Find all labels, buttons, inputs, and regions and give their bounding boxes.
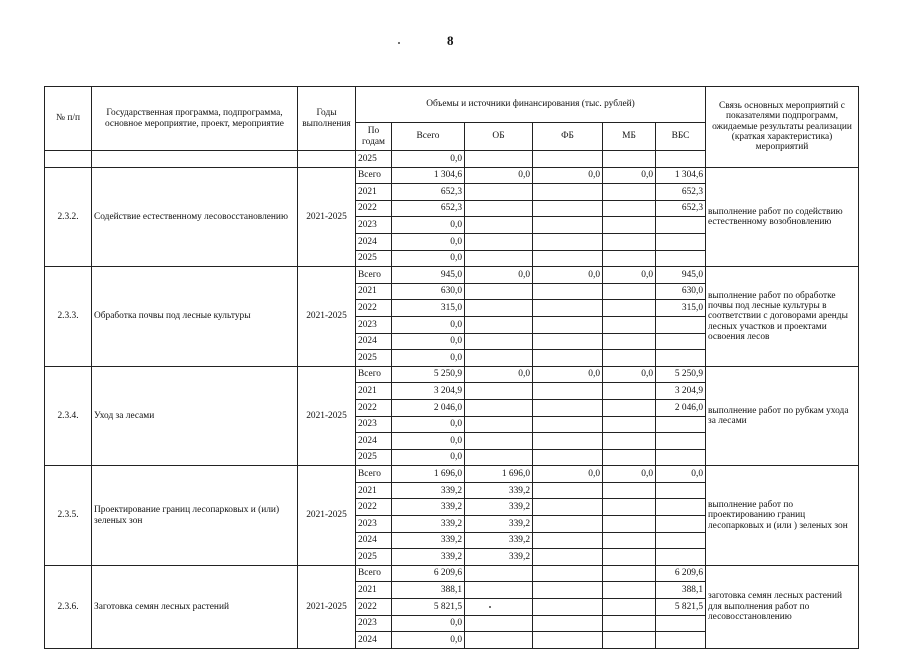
header-mb: МБ bbox=[603, 123, 656, 151]
cell-total: 0,0 bbox=[392, 250, 465, 267]
row-year: 2022 bbox=[356, 499, 392, 516]
row-year: 2022 bbox=[356, 300, 392, 317]
cell-mb bbox=[603, 184, 656, 201]
cell-mb bbox=[603, 250, 656, 267]
table-row bbox=[45, 267, 859, 284]
row-year: 2025 bbox=[356, 250, 392, 267]
page-number: 8 bbox=[447, 33, 454, 48]
row-year: 2021 bbox=[356, 184, 392, 201]
item-result: выполнение работ по обработке почвы под лесные культуры в соответствии с договорами аренды лесных участков и проектами освоения лесов bbox=[706, 267, 859, 367]
item-result: заготовка семян лесных растений для выполнения работ по лесовосстановлению bbox=[706, 565, 859, 648]
cell-ob bbox=[465, 615, 533, 632]
cell-mb bbox=[603, 565, 656, 582]
item-years: 2021-2025 bbox=[298, 565, 356, 648]
cell-vbs: 6 209,6 bbox=[656, 565, 706, 582]
row-year: Всего bbox=[356, 366, 392, 383]
table-row bbox=[45, 366, 859, 383]
cell-fb bbox=[533, 433, 603, 450]
cell-total: 315,0 bbox=[392, 300, 465, 317]
item-result: выполнение работ по проектированию границ лесопарковых и (или ) зеленых зон bbox=[706, 466, 859, 566]
cell-vbs: 388,1 bbox=[656, 582, 706, 599]
header-link: Связь основных мероприятий с показателями подпрограмм, ожидаемые результаты реализации (краткая характеристика) мероприятий bbox=[706, 87, 859, 168]
cell-fb bbox=[533, 300, 603, 317]
cell-mb bbox=[603, 615, 656, 632]
cell-mb bbox=[603, 482, 656, 499]
cell-ob bbox=[465, 582, 533, 599]
cell-total: 0,0 bbox=[392, 416, 465, 433]
cell-mb bbox=[603, 599, 656, 616]
item-number: 2.3.3. bbox=[45, 267, 92, 367]
cell-ob bbox=[465, 416, 533, 433]
header-years: Годы выполнения bbox=[298, 87, 356, 151]
cell-mb: 0,0 bbox=[603, 466, 656, 483]
cell-fb bbox=[533, 615, 603, 632]
cell-ob: 339,2 bbox=[465, 516, 533, 533]
cell-total: 0,0 bbox=[392, 316, 465, 333]
cell-fb bbox=[533, 549, 603, 566]
cell-total: 388,1 bbox=[392, 582, 465, 599]
cell-vbs bbox=[656, 316, 706, 333]
item-years: 2021-2025 bbox=[298, 366, 356, 466]
cell-ob bbox=[465, 599, 533, 616]
header-by-years: По годам bbox=[356, 123, 392, 151]
cell-ob bbox=[465, 200, 533, 217]
cell-mb bbox=[603, 582, 656, 599]
cell-total: 0,0 bbox=[392, 615, 465, 632]
cell-total: 5 821,5 bbox=[392, 599, 465, 616]
header-num: № п/п bbox=[45, 87, 92, 151]
cell-mb bbox=[603, 316, 656, 333]
cell-vbs: 630,0 bbox=[656, 283, 706, 300]
item-name: Уход за лесами bbox=[92, 366, 298, 466]
row-year: 2024 bbox=[356, 333, 392, 350]
cell-fb: 0,0 bbox=[533, 466, 603, 483]
cell-vbs: 652,3 bbox=[656, 200, 706, 217]
cell-total: 5 250,9 bbox=[392, 366, 465, 383]
cell-ob bbox=[465, 300, 533, 317]
cell-ob bbox=[465, 449, 533, 466]
cell-vbs: 3 204,9 bbox=[656, 383, 706, 400]
item-name: Проектирование границ лесопарковых и (или) зеленых зон bbox=[92, 466, 298, 566]
cell-mb bbox=[603, 350, 656, 367]
carry-empty bbox=[465, 151, 533, 168]
cell-total: 0,0 bbox=[392, 350, 465, 367]
cell-vbs bbox=[656, 217, 706, 234]
row-year: 2022 bbox=[356, 200, 392, 217]
carry-empty bbox=[298, 151, 356, 168]
cell-ob: 0,0 bbox=[465, 267, 533, 284]
cell-fb bbox=[533, 516, 603, 533]
cell-mb bbox=[603, 200, 656, 217]
table-row bbox=[45, 565, 859, 582]
cell-vbs: 0,0 bbox=[656, 466, 706, 483]
cell-ob: 339,2 bbox=[465, 482, 533, 499]
row-year: 2023 bbox=[356, 316, 392, 333]
cell-fb bbox=[533, 383, 603, 400]
cell-total: 2 046,0 bbox=[392, 399, 465, 416]
cell-fb bbox=[533, 217, 603, 234]
cell-total: 652,3 bbox=[392, 200, 465, 217]
item-number: 2.3.4. bbox=[45, 366, 92, 466]
row-year: 2021 bbox=[356, 582, 392, 599]
cell-vbs bbox=[656, 433, 706, 450]
row-year: 2021 bbox=[356, 482, 392, 499]
table-row bbox=[45, 466, 859, 483]
row-year: 2022 bbox=[356, 599, 392, 616]
carry-total: 0,0 bbox=[392, 151, 465, 168]
cell-fb bbox=[533, 399, 603, 416]
cell-vbs bbox=[656, 250, 706, 267]
cell-fb bbox=[533, 599, 603, 616]
cell-fb bbox=[533, 350, 603, 367]
cell-ob bbox=[465, 350, 533, 367]
row-year: 2025 bbox=[356, 449, 392, 466]
cell-vbs: 5 250,9 bbox=[656, 366, 706, 383]
cell-mb bbox=[603, 433, 656, 450]
row-year: Всего bbox=[356, 466, 392, 483]
row-year: 2023 bbox=[356, 615, 392, 632]
cell-mb bbox=[603, 300, 656, 317]
row-year: Всего bbox=[356, 565, 392, 582]
header-program: Государственная программа, подпрограмма, основное мероприятие, проект, мероприятие bbox=[92, 87, 298, 151]
cell-mb bbox=[603, 499, 656, 516]
cell-fb bbox=[533, 250, 603, 267]
carry-empty bbox=[533, 151, 603, 168]
cell-fb bbox=[533, 482, 603, 499]
cell-total: 1 696,0 bbox=[392, 466, 465, 483]
cell-fb bbox=[533, 233, 603, 250]
row-year: 2024 bbox=[356, 632, 392, 649]
cell-mb: 0,0 bbox=[603, 167, 656, 184]
header-ob: ОБ bbox=[465, 123, 533, 151]
item-years: 2021-2025 bbox=[298, 267, 356, 367]
cell-ob: 339,2 bbox=[465, 499, 533, 516]
cell-mb bbox=[603, 632, 656, 649]
row-year: Всего bbox=[356, 167, 392, 184]
cell-mb bbox=[603, 399, 656, 416]
carry-empty bbox=[45, 151, 92, 168]
header-vbs: ВБС bbox=[656, 123, 706, 151]
item-number: 2.3.6. bbox=[45, 565, 92, 648]
cell-vbs bbox=[656, 416, 706, 433]
item-name: Обработка почвы под лесные культуры bbox=[92, 267, 298, 367]
cell-ob: 339,2 bbox=[465, 549, 533, 566]
cell-ob: 0,0 bbox=[465, 167, 533, 184]
item-name: Заготовка семян лесных растений bbox=[92, 565, 298, 648]
cell-fb bbox=[533, 184, 603, 201]
cell-total: 1 304,6 bbox=[392, 167, 465, 184]
cell-total: 630,0 bbox=[392, 283, 465, 300]
row-year: 2024 bbox=[356, 532, 392, 549]
cell-mb bbox=[603, 449, 656, 466]
cell-vbs bbox=[656, 499, 706, 516]
cell-vbs bbox=[656, 516, 706, 533]
cell-vbs bbox=[656, 532, 706, 549]
cell-mb bbox=[603, 516, 656, 533]
cell-fb bbox=[533, 333, 603, 350]
row-year: 2021 bbox=[356, 283, 392, 300]
cell-total: 339,2 bbox=[392, 516, 465, 533]
cell-ob bbox=[465, 233, 533, 250]
carry-empty bbox=[92, 151, 298, 168]
cell-fb bbox=[533, 449, 603, 466]
cell-vbs: 315,0 bbox=[656, 300, 706, 317]
cell-vbs bbox=[656, 233, 706, 250]
row-year: 2025 bbox=[356, 549, 392, 566]
cell-total: 339,2 bbox=[392, 549, 465, 566]
cell-total: 339,2 bbox=[392, 482, 465, 499]
cell-fb: 0,0 bbox=[533, 366, 603, 383]
header-fb: ФБ bbox=[533, 123, 603, 151]
cell-mb: 0,0 bbox=[603, 366, 656, 383]
header-total: Всего bbox=[392, 123, 465, 151]
cell-total: 0,0 bbox=[392, 233, 465, 250]
cell-ob bbox=[465, 383, 533, 400]
cell-fb bbox=[533, 632, 603, 649]
row-year: 2025 bbox=[356, 350, 392, 367]
cell-total: 339,2 bbox=[392, 499, 465, 516]
row-year: 2024 bbox=[356, 233, 392, 250]
table-row bbox=[45, 167, 859, 184]
cell-total: 0,0 bbox=[392, 217, 465, 234]
cell-mb bbox=[603, 549, 656, 566]
carry-empty bbox=[603, 151, 656, 168]
carry-empty bbox=[656, 151, 706, 168]
row-year: 2024 bbox=[356, 433, 392, 450]
row-year: 2023 bbox=[356, 217, 392, 234]
scan-dot bbox=[398, 42, 400, 44]
item-result: выполнение работ по рубкам ухода за лесами bbox=[706, 366, 859, 466]
cell-mb bbox=[603, 233, 656, 250]
cell-total: 0,0 bbox=[392, 433, 465, 450]
cell-ob bbox=[465, 217, 533, 234]
cell-ob bbox=[465, 565, 533, 582]
cell-fb: 0,0 bbox=[533, 267, 603, 284]
cell-vbs: 945,0 bbox=[656, 267, 706, 284]
cell-vbs bbox=[656, 482, 706, 499]
item-number: 2.3.2. bbox=[45, 167, 92, 267]
cell-ob: 0,0 bbox=[465, 366, 533, 383]
cell-fb bbox=[533, 200, 603, 217]
cell-mb bbox=[603, 217, 656, 234]
item-years: 2021-2025 bbox=[298, 167, 356, 267]
cell-ob bbox=[465, 316, 533, 333]
cell-total: 945,0 bbox=[392, 267, 465, 284]
cell-total: 339,2 bbox=[392, 532, 465, 549]
cell-ob: 1 696,0 bbox=[465, 466, 533, 483]
cell-total: 652,3 bbox=[392, 184, 465, 201]
row-year: 2021 bbox=[356, 383, 392, 400]
cell-total: 0,0 bbox=[392, 333, 465, 350]
carry-year: 2025 bbox=[356, 151, 392, 168]
cell-total: 0,0 bbox=[392, 632, 465, 649]
cell-vbs bbox=[656, 615, 706, 632]
cell-ob bbox=[465, 184, 533, 201]
cell-vbs: 1 304,6 bbox=[656, 167, 706, 184]
cell-vbs: 2 046,0 bbox=[656, 399, 706, 416]
row-year: 2023 bbox=[356, 516, 392, 533]
cell-fb bbox=[533, 499, 603, 516]
header-financing: Объемы и источники финансирования (тыс. рублей) bbox=[356, 87, 706, 123]
cell-vbs: 652,3 bbox=[656, 184, 706, 201]
cell-mb bbox=[603, 532, 656, 549]
cell-ob bbox=[465, 283, 533, 300]
table-body bbox=[45, 167, 859, 648]
cell-ob bbox=[465, 433, 533, 450]
cell-ob bbox=[465, 399, 533, 416]
row-year: 2022 bbox=[356, 399, 392, 416]
row-year: 2023 bbox=[356, 416, 392, 433]
cell-ob bbox=[465, 333, 533, 350]
cell-total: 3 204,9 bbox=[392, 383, 465, 400]
cell-fb: 0,0 bbox=[533, 167, 603, 184]
cell-mb bbox=[603, 416, 656, 433]
cell-total: 0,0 bbox=[392, 449, 465, 466]
cell-fb bbox=[533, 316, 603, 333]
item-name: Содействие естественному лесовосстановлению bbox=[92, 167, 298, 267]
cell-ob bbox=[465, 632, 533, 649]
cell-total: 6 209,6 bbox=[392, 565, 465, 582]
cell-fb bbox=[533, 582, 603, 599]
cell-vbs bbox=[656, 333, 706, 350]
cell-vbs bbox=[656, 549, 706, 566]
cell-fb bbox=[533, 565, 603, 582]
cell-ob: 339,2 bbox=[465, 532, 533, 549]
row-year: Всего bbox=[356, 267, 392, 284]
cell-vbs bbox=[656, 632, 706, 649]
financing-table bbox=[44, 86, 859, 649]
item-result: выполнение работ по содействию естественному возобновлению bbox=[706, 167, 859, 267]
cell-ob bbox=[465, 250, 533, 267]
cell-fb bbox=[533, 416, 603, 433]
cell-vbs bbox=[656, 449, 706, 466]
cell-fb bbox=[533, 283, 603, 300]
cell-mb bbox=[603, 333, 656, 350]
cell-mb bbox=[603, 283, 656, 300]
item-years: 2021-2025 bbox=[298, 466, 356, 566]
item-number: 2.3.5. bbox=[45, 466, 92, 566]
cell-vbs: 5 821,5 bbox=[656, 599, 706, 616]
cell-mb: 0,0 bbox=[603, 267, 656, 284]
cell-fb bbox=[533, 532, 603, 549]
cell-mb bbox=[603, 383, 656, 400]
cell-vbs bbox=[656, 350, 706, 367]
